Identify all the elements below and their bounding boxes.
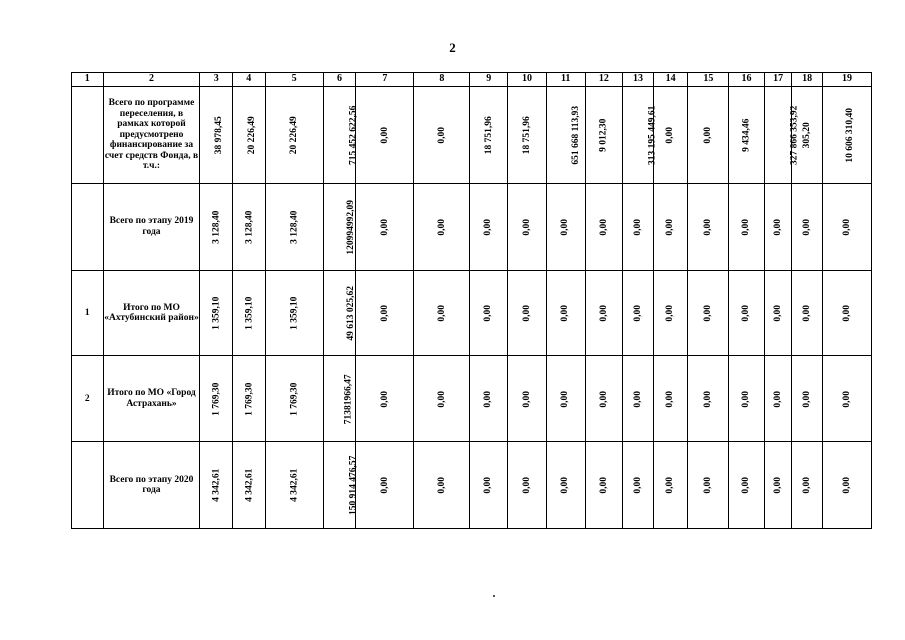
value-cell: [546, 183, 585, 270]
value-cell: [623, 270, 654, 356]
value-cell: [623, 442, 654, 529]
cell-value: 0,00: [841, 390, 852, 408]
cell-value: 313 195 449,61: [647, 105, 658, 165]
cell-value: 1 769,30: [244, 382, 255, 416]
value-cell: [356, 356, 414, 442]
value-cell: [623, 183, 654, 270]
column-header: 12: [585, 73, 623, 87]
cell-value: 3 128,40: [211, 210, 222, 244]
column-header: 16: [729, 73, 765, 87]
cell-value: 0,00: [521, 390, 532, 408]
cell-value: 0,00: [772, 476, 783, 494]
cell-value: 305,20: [801, 121, 812, 149]
cell-value: 0,00: [772, 304, 783, 322]
cell-value: 0,00: [632, 304, 643, 322]
value-cell: [822, 87, 871, 184]
value-cell: [233, 183, 266, 270]
value-cell: [265, 183, 323, 270]
cell-value: 3 128,40: [244, 210, 255, 244]
cell-value: 49 613 025,62: [345, 285, 356, 341]
value-cell: [508, 442, 547, 529]
cell-value: 715 452 622,56: [348, 105, 359, 165]
column-header: 13: [623, 73, 654, 87]
cell-value: 38 978,45: [214, 116, 225, 155]
value-cell: [729, 356, 765, 442]
column-header: 7: [356, 73, 414, 87]
value-cell: [323, 183, 356, 270]
value-cell: [764, 356, 792, 442]
value-cell: [233, 442, 266, 529]
cell-value: 4 342,61: [211, 468, 222, 502]
value-cell: [764, 87, 800, 184]
value-cell: [792, 442, 823, 529]
value-cell: [822, 270, 871, 356]
cell-value: 0,00: [772, 218, 783, 236]
cell-value: 0,00: [483, 304, 494, 322]
table-row: [72, 270, 872, 356]
table-row: [72, 356, 872, 442]
cell-value: 0,00: [801, 476, 812, 494]
value-cell: [265, 442, 323, 529]
cell-value: 0,00: [841, 304, 852, 322]
row-name: Итого по МО «Ахтубинский район»: [103, 270, 200, 356]
cell-value: 1 769,30: [288, 382, 299, 416]
cell-value: 0,00: [665, 126, 676, 144]
value-cell: [585, 270, 623, 356]
column-header: 18: [792, 73, 823, 87]
cell-value: 9 012,30: [598, 118, 609, 152]
cell-value: 651 668 113,93: [571, 105, 582, 165]
cell-value: 0,00: [379, 218, 390, 236]
table-row: [72, 87, 872, 184]
value-cell: [653, 87, 688, 184]
cell-value: 0,00: [801, 218, 812, 236]
cell-value: 0,00: [772, 390, 783, 408]
row-name: Всего по этапу 2019 года: [103, 183, 200, 270]
column-header: 14: [653, 73, 688, 87]
cell-value: 0,00: [436, 126, 447, 144]
cell-value: 0,00: [703, 126, 714, 144]
cell-value: 1 359,10: [288, 296, 299, 330]
cell-value: 0,00: [598, 390, 609, 408]
cell-value: 1 769,30: [211, 382, 222, 416]
value-cell: [323, 87, 359, 184]
value-cell: [729, 183, 765, 270]
cell-value: 0,00: [741, 476, 752, 494]
row-name: Всего по программе переселения, в рамках которой предусмотрено финансирование за счет средств Фонда, в т.ч.:: [103, 87, 200, 184]
column-header: 8: [414, 73, 470, 87]
row-number: [72, 87, 104, 184]
cell-value: 0,00: [703, 476, 714, 494]
value-cell: [356, 183, 414, 270]
value-cell: [323, 270, 356, 356]
cell-value: 9 434,46: [741, 118, 752, 152]
column-header: 1: [72, 73, 104, 87]
cell-value: 0,00: [703, 390, 714, 408]
cell-value: 0,00: [665, 218, 676, 236]
cell-value: 0,00: [483, 476, 494, 494]
row-name: Всего по этапу 2020 года: [103, 442, 200, 529]
value-cell: [233, 87, 266, 184]
value-cell: [729, 87, 765, 184]
row-number: [72, 442, 104, 529]
value-cell: [470, 270, 508, 356]
cell-value: 0,00: [436, 304, 447, 322]
value-cell: [822, 356, 871, 442]
cell-value: 71381966,47: [343, 373, 354, 424]
cell-value: 0,00: [703, 218, 714, 236]
cell-value: 0,00: [841, 218, 852, 236]
cell-value: 18 751,96: [484, 116, 495, 155]
cell-value: 0,00: [560, 476, 571, 494]
value-cell: [508, 87, 547, 184]
value-cell: [508, 356, 547, 442]
cell-value: 0,00: [703, 304, 714, 322]
value-cell: [623, 87, 658, 184]
cell-value: 20 226,49: [246, 116, 257, 155]
cell-value: 3 128,40: [288, 210, 299, 244]
value-cell: [356, 442, 414, 529]
cell-value: 0,00: [801, 390, 812, 408]
value-cell: [653, 183, 688, 270]
cell-value: 0,00: [521, 476, 532, 494]
value-cell: [822, 183, 871, 270]
value-cell: [764, 270, 792, 356]
table-row: [72, 442, 872, 529]
cell-value: 0,00: [665, 390, 676, 408]
value-cell: [546, 356, 585, 442]
column-header: 19: [822, 73, 871, 87]
value-cell: [414, 270, 470, 356]
stray-dot: [493, 595, 495, 597]
cell-value: 0,00: [560, 304, 571, 322]
value-cell: [265, 356, 323, 442]
value-cell: [585, 442, 623, 529]
cell-value: 0,00: [598, 304, 609, 322]
cell-value: 1 359,10: [211, 296, 222, 330]
value-cell: [653, 270, 688, 356]
value-cell: [470, 442, 508, 529]
value-cell: [356, 87, 414, 184]
column-header: 15: [688, 73, 729, 87]
value-cell: [414, 183, 470, 270]
value-cell: [200, 270, 233, 356]
value-cell: [623, 356, 654, 442]
cell-value: 0,00: [379, 304, 390, 322]
value-cell: [764, 183, 792, 270]
cell-value: 0,00: [560, 390, 571, 408]
cell-value: 0,00: [741, 304, 752, 322]
column-header: 5: [265, 73, 323, 87]
row-number: [72, 183, 104, 270]
cell-value: 10 606 310,40: [845, 107, 856, 163]
cell-value: 0,00: [436, 390, 447, 408]
value-cell: [546, 87, 585, 184]
row-number: 1: [72, 270, 104, 356]
cell-value: 0,00: [483, 218, 494, 236]
page-number: 2: [449, 40, 456, 55]
cell-value: 0,00: [521, 304, 532, 322]
cell-value: 327 866 353,92: [789, 105, 800, 165]
cell-value: 0,00: [741, 390, 752, 408]
value-cell: [729, 270, 765, 356]
cell-value: 0,00: [741, 218, 752, 236]
cell-value: 1 359,10: [244, 296, 255, 330]
column-header: 10: [508, 73, 547, 87]
cell-value: 0,00: [521, 218, 532, 236]
value-cell: [323, 356, 356, 442]
value-cell: [200, 442, 233, 529]
value-cell: [323, 442, 359, 529]
value-cell: [265, 87, 323, 184]
column-header: 17: [764, 73, 792, 87]
row-name: Итого по МО «Город Астрахань»: [103, 356, 200, 442]
cell-value: 0,00: [632, 218, 643, 236]
value-cell: [729, 442, 765, 529]
header-row: [72, 73, 872, 87]
value-cell: [470, 356, 508, 442]
value-cell: [653, 442, 688, 529]
cell-value: 0,00: [598, 218, 609, 236]
cell-value: 0,00: [801, 304, 812, 322]
cell-value: 120994992,09: [345, 199, 356, 255]
data-table: [71, 72, 872, 529]
cell-value: 0,00: [379, 126, 390, 144]
cell-value: 0,00: [379, 476, 390, 494]
column-header: 9: [470, 73, 508, 87]
cell-value: 0,00: [665, 304, 676, 322]
value-cell: [470, 183, 508, 270]
cell-value: 0,00: [483, 390, 494, 408]
column-header: 4: [233, 73, 266, 87]
value-cell: [200, 183, 233, 270]
value-cell: [508, 270, 547, 356]
value-cell: [688, 183, 729, 270]
value-cell: [546, 270, 585, 356]
value-cell: [585, 183, 623, 270]
value-cell: [233, 356, 266, 442]
value-cell: [356, 270, 414, 356]
column-header: 6: [323, 73, 356, 87]
value-cell: [414, 442, 470, 529]
cell-value: 0,00: [632, 476, 643, 494]
value-cell: [688, 442, 729, 529]
value-cell: [200, 356, 233, 442]
table-row: [72, 183, 872, 270]
value-cell: [792, 270, 823, 356]
row-number: 2: [72, 356, 104, 442]
value-cell: [688, 270, 729, 356]
value-cell: [822, 442, 871, 529]
cell-value: 150 914 476,57: [348, 455, 359, 515]
cell-value: 0,00: [665, 476, 676, 494]
cell-value: 18 751,96: [521, 116, 532, 155]
value-cell: [792, 356, 823, 442]
cell-value: 4 342,61: [244, 468, 255, 502]
cell-value: 0,00: [436, 218, 447, 236]
value-cell: [200, 87, 233, 184]
value-cell: [233, 270, 266, 356]
value-cell: [688, 356, 729, 442]
cell-value: 0,00: [841, 476, 852, 494]
value-cell: [653, 356, 688, 442]
cell-value: 4 342,61: [288, 468, 299, 502]
value-cell: [585, 87, 623, 184]
cell-value: 0,00: [632, 390, 643, 408]
value-cell: [585, 356, 623, 442]
cell-value: 0,00: [436, 476, 447, 494]
cell-value: 0,00: [598, 476, 609, 494]
cell-value: 0,00: [379, 390, 390, 408]
column-header: 11: [546, 73, 585, 87]
cell-value: 20 226,49: [288, 116, 299, 155]
value-cell: [414, 356, 470, 442]
value-cell: [265, 270, 323, 356]
value-cell: [792, 183, 823, 270]
column-header: 2: [103, 73, 200, 87]
value-cell: [414, 87, 470, 184]
value-cell: [688, 87, 729, 184]
value-cell: [764, 442, 792, 529]
cell-value: 0,00: [560, 218, 571, 236]
column-header: 3: [200, 73, 233, 87]
value-cell: [508, 183, 547, 270]
value-cell: [470, 87, 508, 184]
value-cell: [546, 442, 585, 529]
